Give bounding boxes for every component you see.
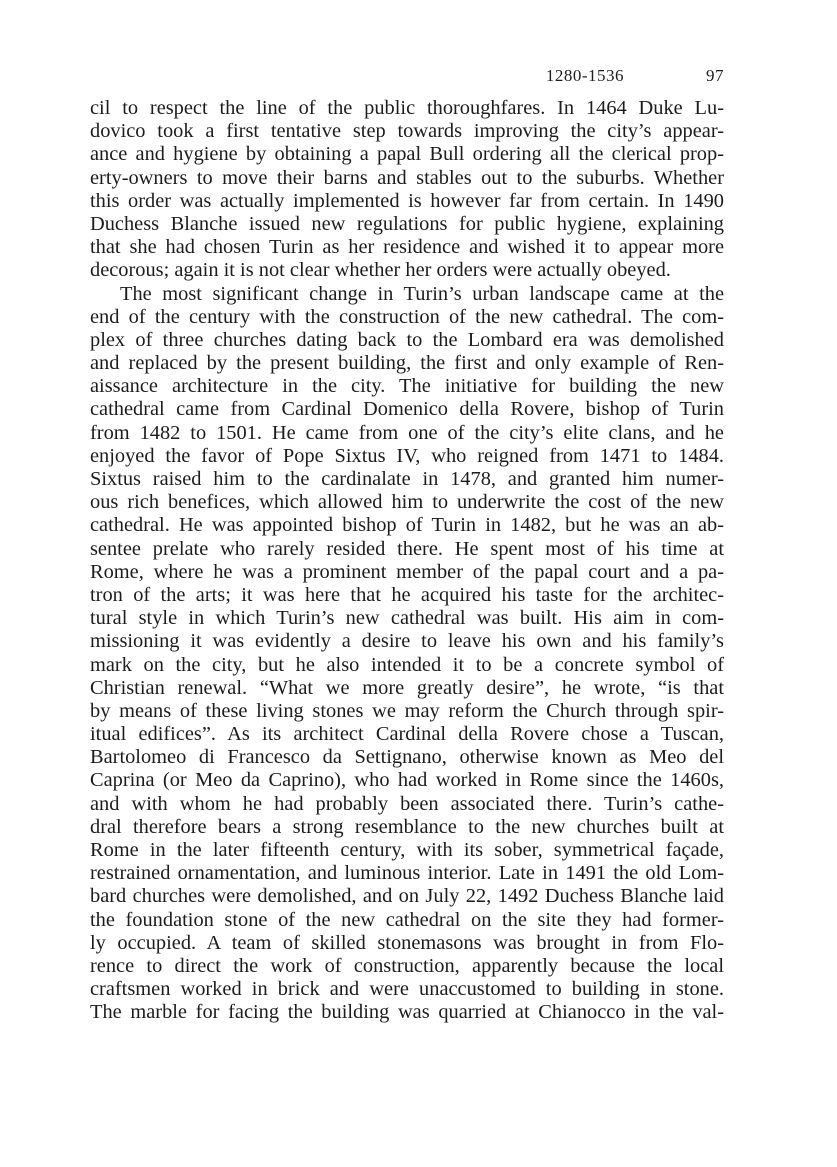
page-number: 97 [706,66,724,85]
text-line: Caprina (or Meo da Caprino), who had worked in Rome since the 1460s, [90,769,724,792]
running-head [90,64,724,90]
running-title: 1280-1536 [545,66,624,85]
text-line: dovico took a first tentative step towards improving the city’s appear- [90,120,724,143]
text-line: itual edifices”. As its architect Cardinal della Rovere chose a Tuscan, [90,723,724,746]
text-line: Rome in the later fifteenth century, with its sober, symmetrical façade, [90,839,724,861]
text-line: rence to direct the work of construction, apparently because the local [90,954,724,977]
text-line: end of the century with the construction of the new cathedral. The com- [90,305,724,328]
text-line: mark on the city, but he also intended it to be a concrete symbol of [90,653,724,676]
text-line: this order was actually implemented is however far from certain. In 1490 [90,189,724,212]
text-line: tron of the arts; it was here that he acquired his taste for the architec- [90,583,724,606]
text-line: cathedral. He was appointed bishop of Turin in 1482, but he was an ab- [90,514,724,537]
text-line: Sixtus raised him to the cardinalate in 1478, and granted him numer- [90,468,724,490]
text-line: tural style in which Turin’s new cathedral was built. His aim in com- [90,607,724,630]
text-line: decorous; again it is not clear whether her orders were actually obeyed. [90,259,671,282]
text-line: cathedral came from Cardinal Domenico della Rovere, bishop of Turin [90,398,724,421]
text-line: from 1482 to 1501. He came from one of the city’s elite clans, and he [90,421,724,444]
text-line: cil to respect the line of the public thoroughfares. In 1464 Duke Lu- [90,97,724,119]
paragraph [90,283,724,1025]
text-line: erty-owners to move their barns and stables out to the suburbs. Whether [90,166,724,189]
text-line: that she had chosen Turin as her residence and wished it to appear more [90,236,724,259]
text-line: restrained ornamentation, and luminous interior. Late in 1491 the old Lom- [90,862,724,885]
text-line: plex of three churches dating back to the Lombard era was demolished [90,328,724,351]
text-line: missioning it was evidently a desire to leave his own and his family’s [90,630,724,653]
text-line: aissance architecture in the city. The initiative for building the new [90,375,724,398]
text-line: dral therefore bears a strong resemblance to the new churches built at [90,815,724,838]
paragraph [90,97,724,283]
text-line: and with whom he had probably been associated there. Turin’s cathe- [90,792,724,815]
text-line: craftsmen worked in brick and were unaccustomed to building in stone. [90,978,724,1001]
text-line: Christian renewal. “What we more greatly desire”, he wrote, “is that [90,676,724,699]
text-line: bard churches were demolished, and on July 22, 1492 Duchess Blanche laid [90,885,724,908]
text-line: Duchess Blanche issued new regulations for public hygiene, explaining [90,212,724,235]
text-line: Rome, where he was a prominent member of the papal court and a pa- [90,560,724,583]
text-line: and replaced by the present building, the first and only example of Ren- [90,352,724,375]
text-line: ous rich benefices, which allowed him to underwrite the cost of the new [90,491,724,514]
text-line: The marble for facing the building was quarried at Chianocco in the val- [90,1001,724,1024]
text-line: The most significant change in Turin’s urban landscape came at the [120,282,724,305]
text-line: sentee prelate who rarely resided there. He spent most of his time at [90,537,724,560]
text-line: Bartolomeo di Francesco da Settignano, otherwise known as Meo del [90,746,724,769]
text-line: the foundation stone of the new cathedral on the site they had former- [90,908,724,931]
text-line: enjoyed the favor of Pope Sixtus IV, who reigned from 1471 to 1484. [90,444,724,467]
body-text [90,97,724,1025]
text-line: by means of these living stones we may reform the Church through spir- [90,699,724,722]
text-line: ly occupied. A team of skilled stonemasons was brought in from Flo- [90,931,724,954]
text-line: ance and hygiene by obtaining a papal Bull ordering all the clerical prop- [90,143,724,166]
